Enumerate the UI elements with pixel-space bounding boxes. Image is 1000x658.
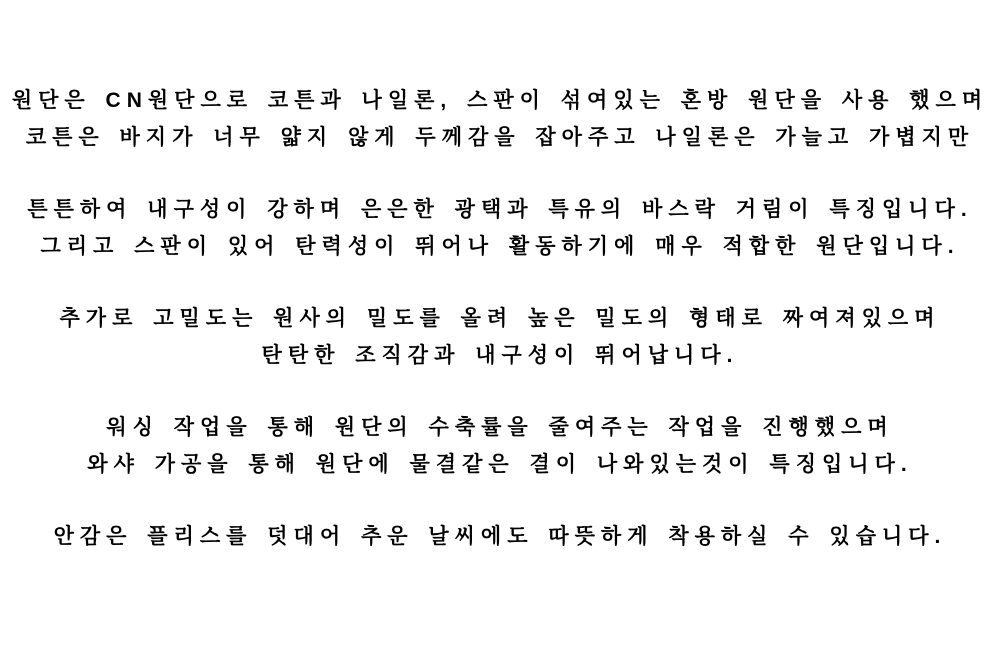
text-line: 워싱 작업을 통해 원단의 수축률을 줄여주는 작업을 진행했으며: [106, 416, 894, 439]
text-line: 코튼은 바지가 너무 얇지 않게 두께감을 잡아주고 나일론은 가늘고 가볍지만: [25, 126, 975, 149]
text-line: 튼튼하여 내구성이 강하며 은은한 광택과 특유의 바스락 거림이 특징입니다.: [27, 198, 973, 221]
paragraph-fabric-composition: [0, 82, 1000, 156]
paragraph-fleece-lining: [0, 518, 1000, 555]
text-line: 그리고 스판이 있어 탄력성이 뛰어나 활동하기에 매우 적합한 원단입니다.: [40, 235, 960, 258]
paragraph-durability: [0, 191, 1000, 265]
text-line: 원단은 CN원단으로 코튼과 나일론, 스판이 섞여있는 혼방 원단을 사용 했으며: [11, 89, 989, 112]
paragraph-high-density: [0, 300, 1000, 374]
paragraph-washing-process: [0, 409, 1000, 483]
text-line: 와샤 가공을 통해 원단에 물결같은 결이 나와있는것이 특징입니다.: [87, 453, 913, 476]
text-line: 안감은 플리스를 덧대어 추운 날씨에도 따뜻하게 착용하실 수 있습니다.: [53, 525, 947, 548]
text-line: 추가로 고밀도는 원사의 밀도를 올려 높은 밀도의 형태로 짜여져있으며: [59, 307, 941, 330]
text-line: 탄탄한 조직감과 내구성이 뛰어납니다.: [261, 344, 739, 367]
